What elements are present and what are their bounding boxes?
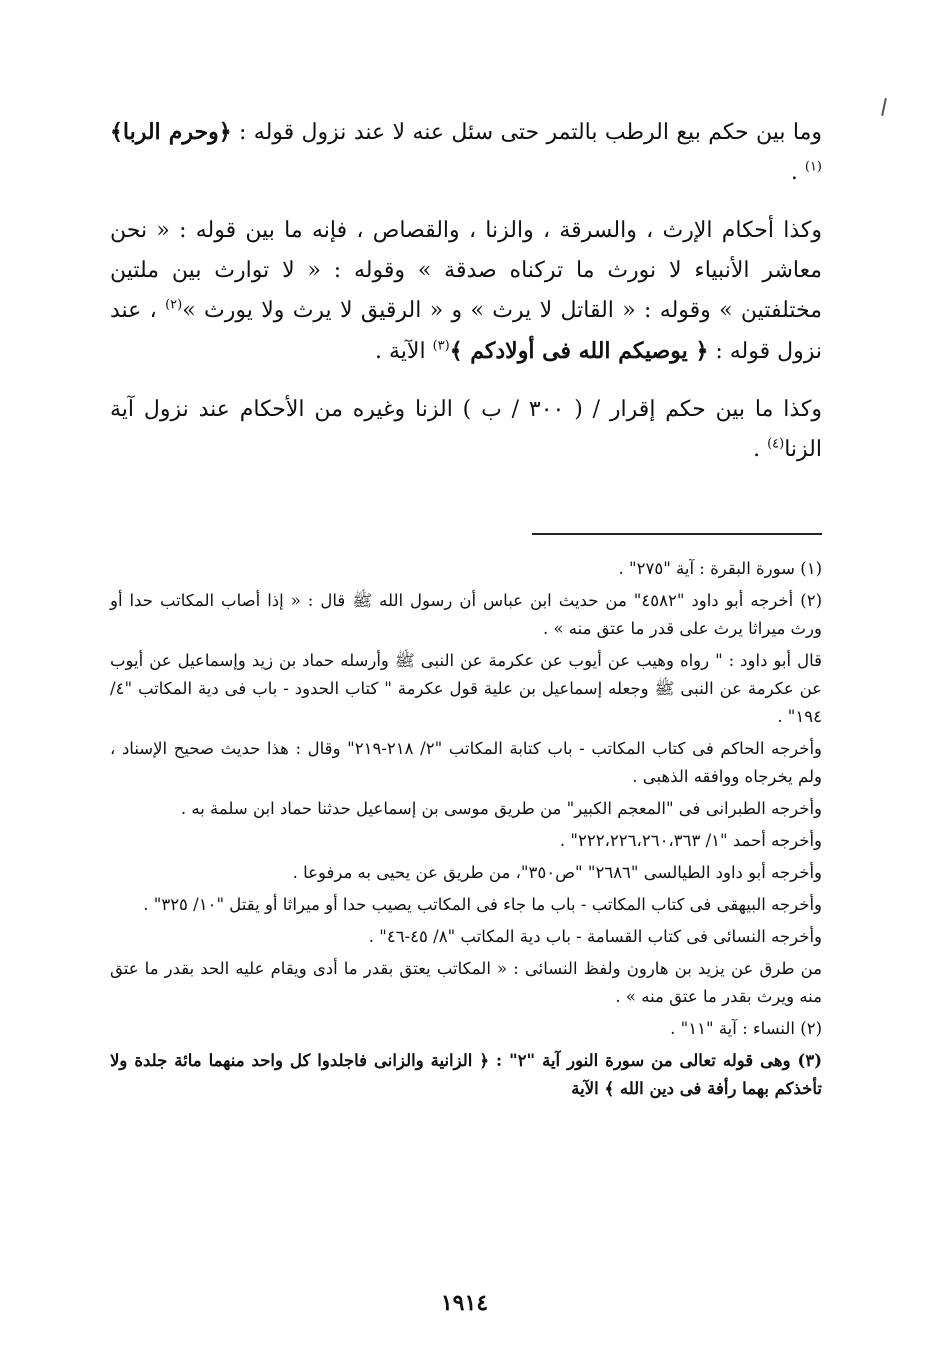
footnotes xyxy=(110,555,822,1107)
footnote-ref-2: (٢) xyxy=(165,297,183,313)
paragraph-2-text-cont: ، عند نزول قوله : xyxy=(110,298,822,364)
paragraph-2-text: وكذا أحكام الإرث ، والسرقة ، والزنا ، والقصاص ، فإنه ما بين قوله : « نحن معاشر الأنبياء لا نورث ما تركناه صدقة » وقوله : « لا توارث بين ملتين مختلفتين » وقوله : « القاتل لا يرث » و « الرقيق لا يرث ولا يورث » xyxy=(110,218,822,323)
footnote-2-hakim: وأخرجه الحاكم فى كتاب المكاتب - باب كتابة المكاتب "٢/ ٢١٨-٢١٩" وقال : هذا حديث صحيح الإسناد ، ولم يخرجاه ووافقه الذهبى . xyxy=(110,739,822,786)
quran-verse-inheritance: ﴿ يوصيكم الله فى أولادكم ﴾ xyxy=(449,338,709,364)
footnote-ref-3: (٣) xyxy=(432,338,450,354)
paragraph-3-end: . xyxy=(753,437,768,462)
footnote-2-tabarani: وأخرجه الطبرانى فى "المعجم الكبير" من طريق موسى بن إسماعيل حدثنا حماد ابن سلمة به . xyxy=(180,799,822,818)
footnote-1: (١) سورة البقرة : آية "٢٧٥" . xyxy=(618,559,822,578)
footnote-divider xyxy=(532,533,822,535)
footnote-2-nasai: وأخرجه النسائى فى كتاب القسامة - باب دية المكاتب "٨/ ٤٥-٤٦" . xyxy=(368,927,822,946)
footnote-3-prefix: (٣) وهى قوله تعالى من سورة النور آية "٢" : xyxy=(489,1051,823,1070)
footnote-2-yazid: من طرق عن يزيد بن هارون ولفظ النسائى : « المكاتب يعتق بقدر ما أدى ويقام عليه الحد بقدر ما عتق منه ويرث بقدر ما عتق منه » . xyxy=(110,959,822,1006)
quran-verse-riba: ﴿وحرم الربا﴾ xyxy=(110,119,232,145)
paragraph-2 xyxy=(110,211,822,372)
quran-verse-nur: ﴿ الزانية والزانى فاجلدوا كل واحد منهما مائة جلدة ولا تأخذكم بهما رأفة فى دين الله ﴾ xyxy=(110,1051,822,1098)
paragraph-3-text: وكذا ما بين حكم إقرار / ( ٣٠٠ / ب ) الزنا وغيره من الأحكام عند نزول آية الزنا xyxy=(110,397,822,462)
footnote-ref-4: (٤) xyxy=(767,436,785,452)
footnote-nisa: (٢) النساء : آية "١١" . xyxy=(670,1019,822,1038)
paragraph-2-end: الآية . xyxy=(375,339,433,364)
footnote-2-tayalisi: وأخرجه أبو داود الطيالسى "٢٦٨٦" "ص٣٥٠"، من طريق عن يحيى به مرفوعا . xyxy=(292,863,822,882)
paragraph-3 xyxy=(110,390,822,470)
footnote-2-abu-dawud: قال أبو داود : " رواه وهيب عن أيوب عن عكرمة عن النبى ﷺ وأرسله حماد بن زيد وإسماعيل عن أيوب عن عكرمة عن النبى ﷺ وجعله إسماعيل بن علية قول عكرمة " كتاب الحدود - باب فى دية المكاتب "٤/ ١٩٤" . xyxy=(110,651,822,726)
footnote-2-bayhaqi: وأخرجه البيهقى فى كتاب المكاتب - باب ما جاء فى المكاتب يصيب حدا أو ميراثا أو يقتل "١٠/ ٣٢٥" . xyxy=(143,895,822,914)
footnote-ref-1: (١) xyxy=(804,159,822,175)
footnote-2: (٢) أخرجه أبو داود "٤٥٨٢" من حديث ابن عباس أن رسول الله ﷺ قال : « إذا أصاب المكاتب حدا أو ورث ميراثا يرث على قدر ما عتق منه » . xyxy=(110,591,823,638)
paragraph-1-text: وما بين حكم بيع الرطب بالتمر حتى سئل عنه لا عند نزول قوله : xyxy=(231,120,822,145)
main-text xyxy=(110,112,822,488)
footnote-3-suffix: الآية xyxy=(571,1079,605,1098)
paragraph-1-end: . xyxy=(790,160,805,185)
footnote-3 xyxy=(110,1047,822,1103)
paragraph-1 xyxy=(110,112,822,193)
footnote-2-ahmad: وأخرجه أحمد "١/ ٢٢٢،٢٢٦،٢٦٠،٣٦٣" . xyxy=(559,831,822,850)
scan-edge-mark xyxy=(881,98,887,116)
page-number: ١٩١٤ xyxy=(440,1290,489,1316)
